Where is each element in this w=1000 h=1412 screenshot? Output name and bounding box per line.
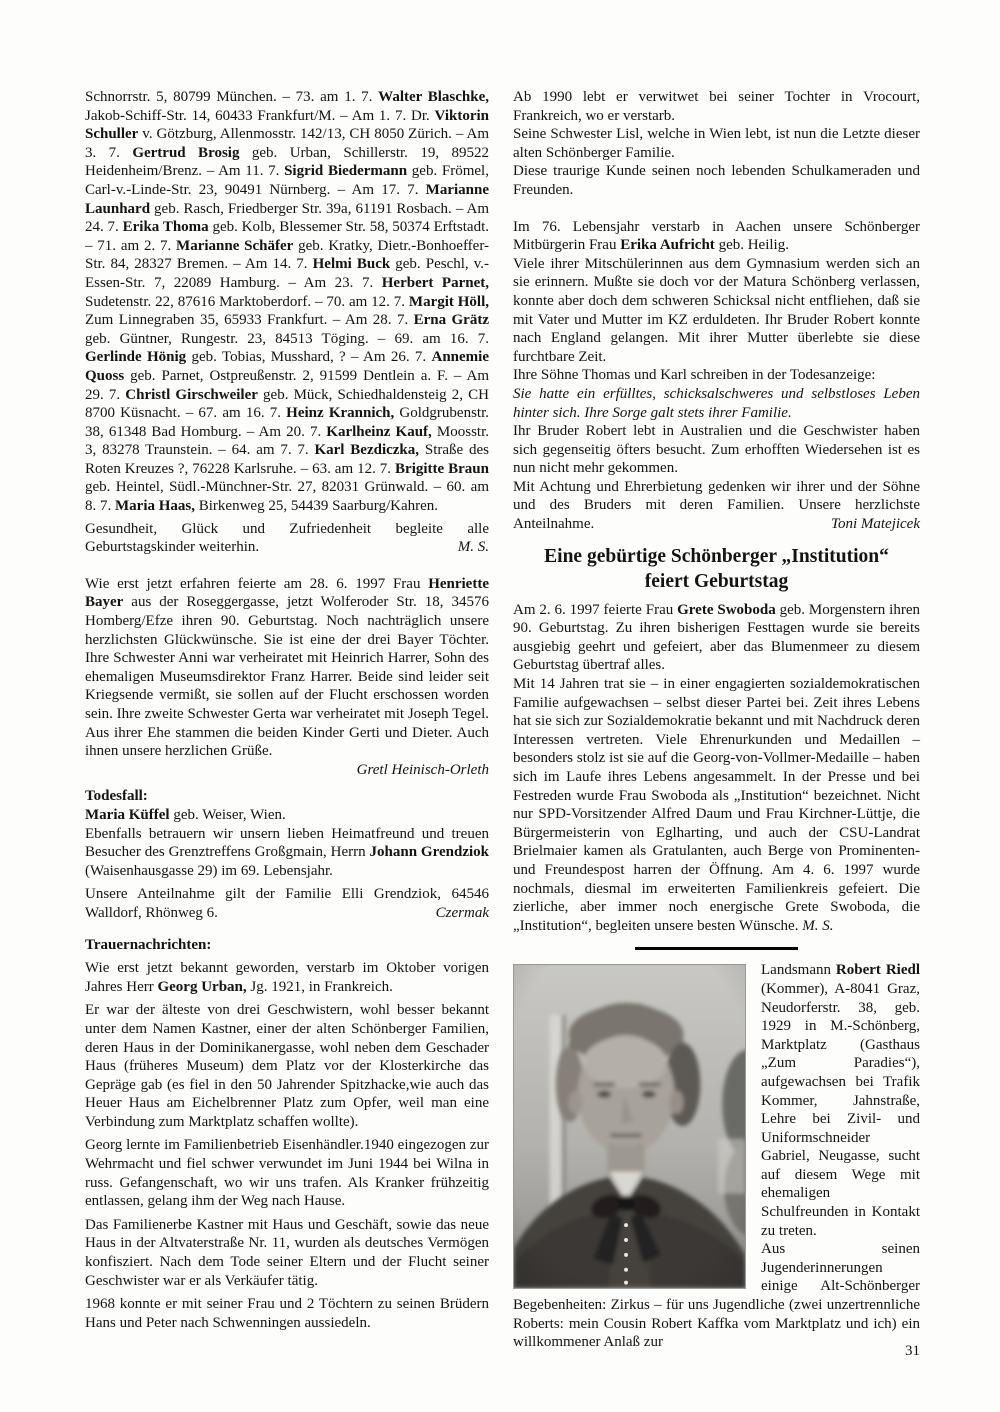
birthday-wishes-text: Gesundheit, Glück und Zufriedenheit begleite alle Geburtstagskinder weiterhin. [85,520,489,556]
text-segment: Zum Linnegraben 35, 65933 Frankfurt. – Am 28. 7. [85,312,414,329]
text-segment: geb. Kratky, Dietr.-Bonhoeffer-Str. 84, 28327 Bremen. – Am 14. 7. [85,237,490,273]
text-segment: Am 2. 6. 1997 feierte Frau [513,601,678,618]
text-segment: Im 76. Lebensjahr verstarb in Aachen unsere Schönberger Mitbürgerin Frau [513,218,920,254]
georg-urban-property-paragraph: Das Familienerbe Kastner mit Haus und Geschäft, sowie das neue Haus in der Altvaterstraße Nr. 11, wurden als deutsches Vermögen konfisziert. Nach dem Tode seiner Eltern und der Flucht seiner Geschwister war er als Verkäufer tätig. [85,1216,489,1289]
text-segment: Marianne Schäfer [176,237,294,254]
sons-write-paragraph: Ihre Söhne Thomas und Karl schreiben in der Todesanzeige: [513,367,876,384]
text-segment: v. Götzburg, Allenmosstr. 142/13, CH 8050 Zürich. – Am 3. 7. [85,126,489,161]
aufricht-condolence-text: Mit Achtung und Ehrerbietung gedenken wir ihrer und der Söhne und des Bruders mit deren Familien. Unsere herzlichste Anteilnahme. [513,478,920,533]
text-segment: Jg. 1921, in Frankreich. [246,978,393,995]
text-segment: Grete Swoboda [677,601,776,618]
text-segment: geb. Urban, Schillerstr. 19, 89522 Heidenheim/Brenz. – Am 11. 7. [85,144,489,180]
obituary-quote-paragraph: Sie hatte ein erfülltes, schicksalschweres und selbstloses Leben hinter sich. Ihre Sorge galt stets ihrer Familie. [513,385,920,421]
text-segment: Erika Thoma [122,219,209,236]
text-segment: geb. Kolb, Blessemer Str. 58, 50374 Erftstadt. – 71. am 2. 7. [85,219,489,254]
text-segment: M. S. [802,917,834,934]
erika-aufricht-life-paragraph: Viele ihrer Mitschülerinnen aus dem Gymnasium werden sich an sie erinnern. Mußte sie doch vor der Matura Schönberg verlassen, konnte aber doch dem schweren Schicksal nicht entfliehen, daß sie mit Vater und Mutter im KZ erduldeten. Ihr Bruder Robert konnte nach England gelangen. Mit ihrer Mutter überlebte sie diese furchtbare Zeit. [513,255,920,365]
sister-lisl-paragraph: Seine Schwester Lisl, welche in Wien lebt, ist nun die Letzte dieser alten Schönberger Familie. [513,126,920,161]
text-segment: Erika Aufricht [620,237,715,254]
text-segment: Brigitte Braun [395,460,489,477]
trauernachrichten-heading: Trauernachrichten: [85,936,212,953]
text-segment: Jakob-Schiff-Str. 14, 60433 Frankfurt/M. – Am 1. 7. Dr. [85,107,435,124]
text-segment: Annemie Quoss [85,349,489,384]
text-segment: Karlheinz Kauf, [326,423,432,440]
text-segment: Walter Blaschke, [378,89,490,105]
riedl-memories-paragraph: Aus seinen Jugenderinnerungen einige Alt-Schönberger Begebenheiten: Zirkus – für uns Jugendliche (zwei unzertrennliche Roberts: mein Cousin Robert Kaffka vom Marktplatz und ich) ein willkommener Anlaß zur [513,1241,920,1351]
text-segment: geb. Rasch, Friedberger Str. 39a, 61191 Rosbach. – Am 24. 7. [85,200,489,236]
text-segment: Ebenfalls betrauern wir unsern lieben Heimatfreund und treuen Besucher des Grenztreffens Großgmain, Herrn [85,825,489,861]
text-segment: geb. Tobias, Musshard, ? – Am 26. 7. [186,349,432,366]
swoboda-body-paragraph [513,675,920,935]
text-segment: Johann Grendziok [369,844,489,861]
text-segment: Goldgrubenstr. 38, 61348 Bad Homburg. – Am 20. 7. [85,405,490,440]
swoboda-intro-paragraph [513,601,920,675]
vrocourt-paragraph: Ab 1990 lebt er verwitwet bei seiner Tochter in Vrocourt, Frankreich, wo er verstarb. [513,89,920,124]
text-segment: Erna Grätz [413,312,489,329]
johann-grendziok-paragraph [85,825,489,881]
text-segment: Straße des Roten Kreuzes ?, 76228 Karlsruhe. – 63. am 12. 7. [85,442,489,477]
henriette-bayer-paragraph [85,575,489,761]
text-segment: (Kommer), A-8041 Graz, Neudorferstr. 38, geb. 1929 in M.-Schönberg, Marktplatz (Gasthaus „Zum Paradies“), aufgewachsen bei Trafik Kommer, Jahnstraße, Lehre bei Zivil- und Uniformschneider Gabriel, Neugasse, sucht auf diesem Wege mit ehemaligen Schulfreunden in Kontakt zu treten. [761,980,920,1239]
riedl-notice-section [513,961,920,1351]
aufricht-condolence-paragraph [513,478,920,534]
text-segment: geb. Parnet, Ostpreußenstr. 2, 91599 Dentlein a. F. – Am 29. 7. [85,367,489,403]
maria-kueffel-line [85,806,489,825]
text-segment: Robert Riedl [835,962,921,979]
text-segment: geb. Güntner, Rungestr. 23, 84513 Töging. – 69. am 16. 7. [85,330,489,347]
right-column [513,88,920,1352]
text-segment: Mit 14 Jahren trat sie – in einer engagierten sozialdemokratischen Familie aufgewachsen – selbst dieser Partei bei. Zeit ihres Lebens hat sie sich zur Sozialdemokratie bekannt und mit Nachdruck deren Interessen vertreten. Viele Ehrenurkunden und Medaillen – besonders stolz ist sie auf die Georg-von-Vollmer-Medaille – haben sich im Laufe ihres Lebens angesammelt. In der Presse und bei Festreden wurde Frau Swoboda als „Institution“ bezeichnet. Nicht nur SPD-Vorsitzender Alfred Daum und Frau Kirchner-Lüttje, die Bürgermeisterin von Eglharting, und auch der CSU-Landrat Brielmaier kamen als Gratulanten, auch Berge von Prominenten- und Freundespost harren der Öffnung. Am 4. 6. 1997 wurde nochmals, diesmal im erweiterten Familienkreis gefeiert. Die zierliche, aber immer noch energische Grete Swoboda, die „Institution“, begleiten unsere besten Wünsche. [513,676,920,934]
text-segment: Landsmann [761,962,836,979]
grendziok-condolence-paragraph [85,885,489,922]
text-segment: geb. Heilig. [714,237,789,254]
signature-m-s: M. S. [450,538,489,557]
text-segment: Georg Urban, [157,978,247,995]
grendziok-condolence-text: Unsere Anteilnahme gilt der Familie Elli Grendziok, 64546 Walldorf, Rhönweg 6. [85,886,489,921]
text-segment: Wie erst jetzt bekannt geworden, verstarb im Oktober vorigen Jahres Herr [85,960,489,995]
text-segment: Birkenweg 25, 54439 Saarburg/Kahren. [195,498,439,515]
text-segment: Sigrid Biedermann [284,163,408,180]
text-segment: Henriette Bayer [85,575,489,611]
text-segment: Margit Höll, [408,293,490,310]
todesfall-heading: Todesfall: [85,788,148,805]
georg-urban-intro-paragraph [85,959,489,996]
erika-aufricht-intro-paragraph [513,218,920,255]
text-segment: (Waisenhausgasse 29) im 69. Lebensjahr. [85,862,333,879]
text-segment: Heinz Krannich, [286,405,395,422]
birthday-list-paragraph [85,88,489,516]
georg-urban-war-paragraph: Georg lernte im Familienbetrieb Eisenhändler.1940 eingezogen zur Wehrmacht und fiel schwer verwundet im Juni 1944 bei Wilna in russ. Gefangenschaft, wo wir uns trafen. Als Kranker frühzeitig entlassen, gelang ihm der Weg nach Hause. [85,1137,489,1210]
article-title [513,544,920,594]
georg-urban-family-paragraph: Er war der älteste von drei Geschwistern, wohl besser bekannt unter dem Namen Kastner, einer der alten Schönberger Familien, deren Haus in der Dominikanergasse, wohl neben dem Geschader Haus (früheres Museum) dem Platz vor der Klosterkirche das Gepräge gab (es fiel in den 50 Jahrender Spitzhacke,wie auch das Heuer Haus am Eichelbrenner Platz zum Opfer, weil man eine Verbindung zum Marktplatz schaffen wollte). [85,1002,489,1130]
portrait-photo [513,964,746,1289]
signature-toni-matejicek: Toni Matejicek [823,515,920,534]
article-title-line1: Eine gebürtige Schönberger „Institution“ [544,545,889,567]
text-segment: geb. Heintel, Südl.-Münchner-Str. 27, 82031 Grünwald. – 60. am 8. 7. [85,479,489,515]
text-segment: Viktorin Schuller [85,107,489,143]
text-segment: Herbert Parnet, [381,274,489,291]
text-segment: Schnorrstr. 5, 80799 München. – 73. am 1. 7. [85,89,379,105]
text-segment: Marianne Launhard [85,181,489,217]
text-segment: geb. Peschl, v.-Essen-Str. 7, 22089 Hamburg. – Am 23. 7. [85,256,489,291]
text-segment: Sudetenstr. 22, 87616 Marktoberdorf. – 70. am 12. 7. [85,293,409,310]
text-segment: Karl Bezdiczka, [314,442,420,459]
left-column [85,88,489,1352]
text-segment: geb. Morgenstern ihren 90. Geburtstag. Zu ihren bisherigen Festtagen wurde sie bereits ausgiebig geehrt und gefeiert, aber das Blumenmeer zu diesem Geburtstag übertraf alles. [513,601,920,674]
brother-robert-paragraph: Ihr Bruder Robert lebt in Australien und die Geschwister haben sich gegenseitig öfters besucht. Zum erhofften Wiedersehen ist es nun nicht mehr gekommen. [513,423,920,477]
sad-news-paragraph: Diese traurige Kunde seinen noch lebenden Schulkameraden und Freunden. [513,163,920,198]
text-segment: aus der Roseggergasse, jetzt Wolferoder Str. 18, 34576 Homberg/Efze ihren 90. Geburtstag. Noch nachträglich unsere herzlichsten Glückwünsche. Sie ist eine der drei Bayer Töchter. Ihre Schwester Anni war verheiratet mit Heinrich Harrer, Sohn des ehemaligen Museumsdirektor Franz Harrer. Beide sind leider seit Kriegsende vermißt, sie sollen auf der Flucht erschossen worden sein. Ihre zweite Schwester Gerta war verheiratet mit Joseph Tegel. Aus ihrer Ehe stammen die beiden Kinder Gerti und Dieter. Auch ihnen unsere herzlichen Grüße. [85,594,489,760]
signature-czermak: Czermak [428,904,489,923]
section-divider [635,947,798,950]
article-title-line2: feiert Geburtstag [644,570,789,592]
text-segment: Gerlinde Hönig [85,349,187,366]
text-segment: Gertrud Brosig [132,144,240,161]
text-segment: Helmi Buck [312,256,391,273]
text-segment: geb. Mück, Schiedhaldensteig 2, CH 8700 Küsnacht. – 67. am 16. 7. [85,386,489,422]
text-segment: geb. Weiser, Wien. [169,806,286,823]
text-segment: Maria Haas, [115,498,195,515]
text-segment: Christl Girschweiler [125,386,258,403]
text-segment: Maria Küffel [85,806,170,823]
georg-urban-resettle-paragraph: 1968 konnte er mit seiner Frau und 2 Töchtern zu seinen Brüdern Hans und Peter nach Schwenningen aussiedeln. [85,1296,489,1331]
text-segment: geb. Frömel, Carl-v.-Linde-Str. 23, 90491 Nürnberg. – Am 17. 7. [85,163,489,198]
text-segment: Moosstr. 3, 83278 Traunstein. – 64. am 7. 7. [85,423,490,459]
page-number: 31 [905,1343,920,1359]
signature-gretl-heinisch-orleth: Gretl Heinisch-Orleth [356,761,489,778]
birthday-wishes-paragraph [85,520,489,557]
text-segment: Wie erst jetzt erfahren feierte am 28. 6. 1997 Frau [85,575,429,592]
